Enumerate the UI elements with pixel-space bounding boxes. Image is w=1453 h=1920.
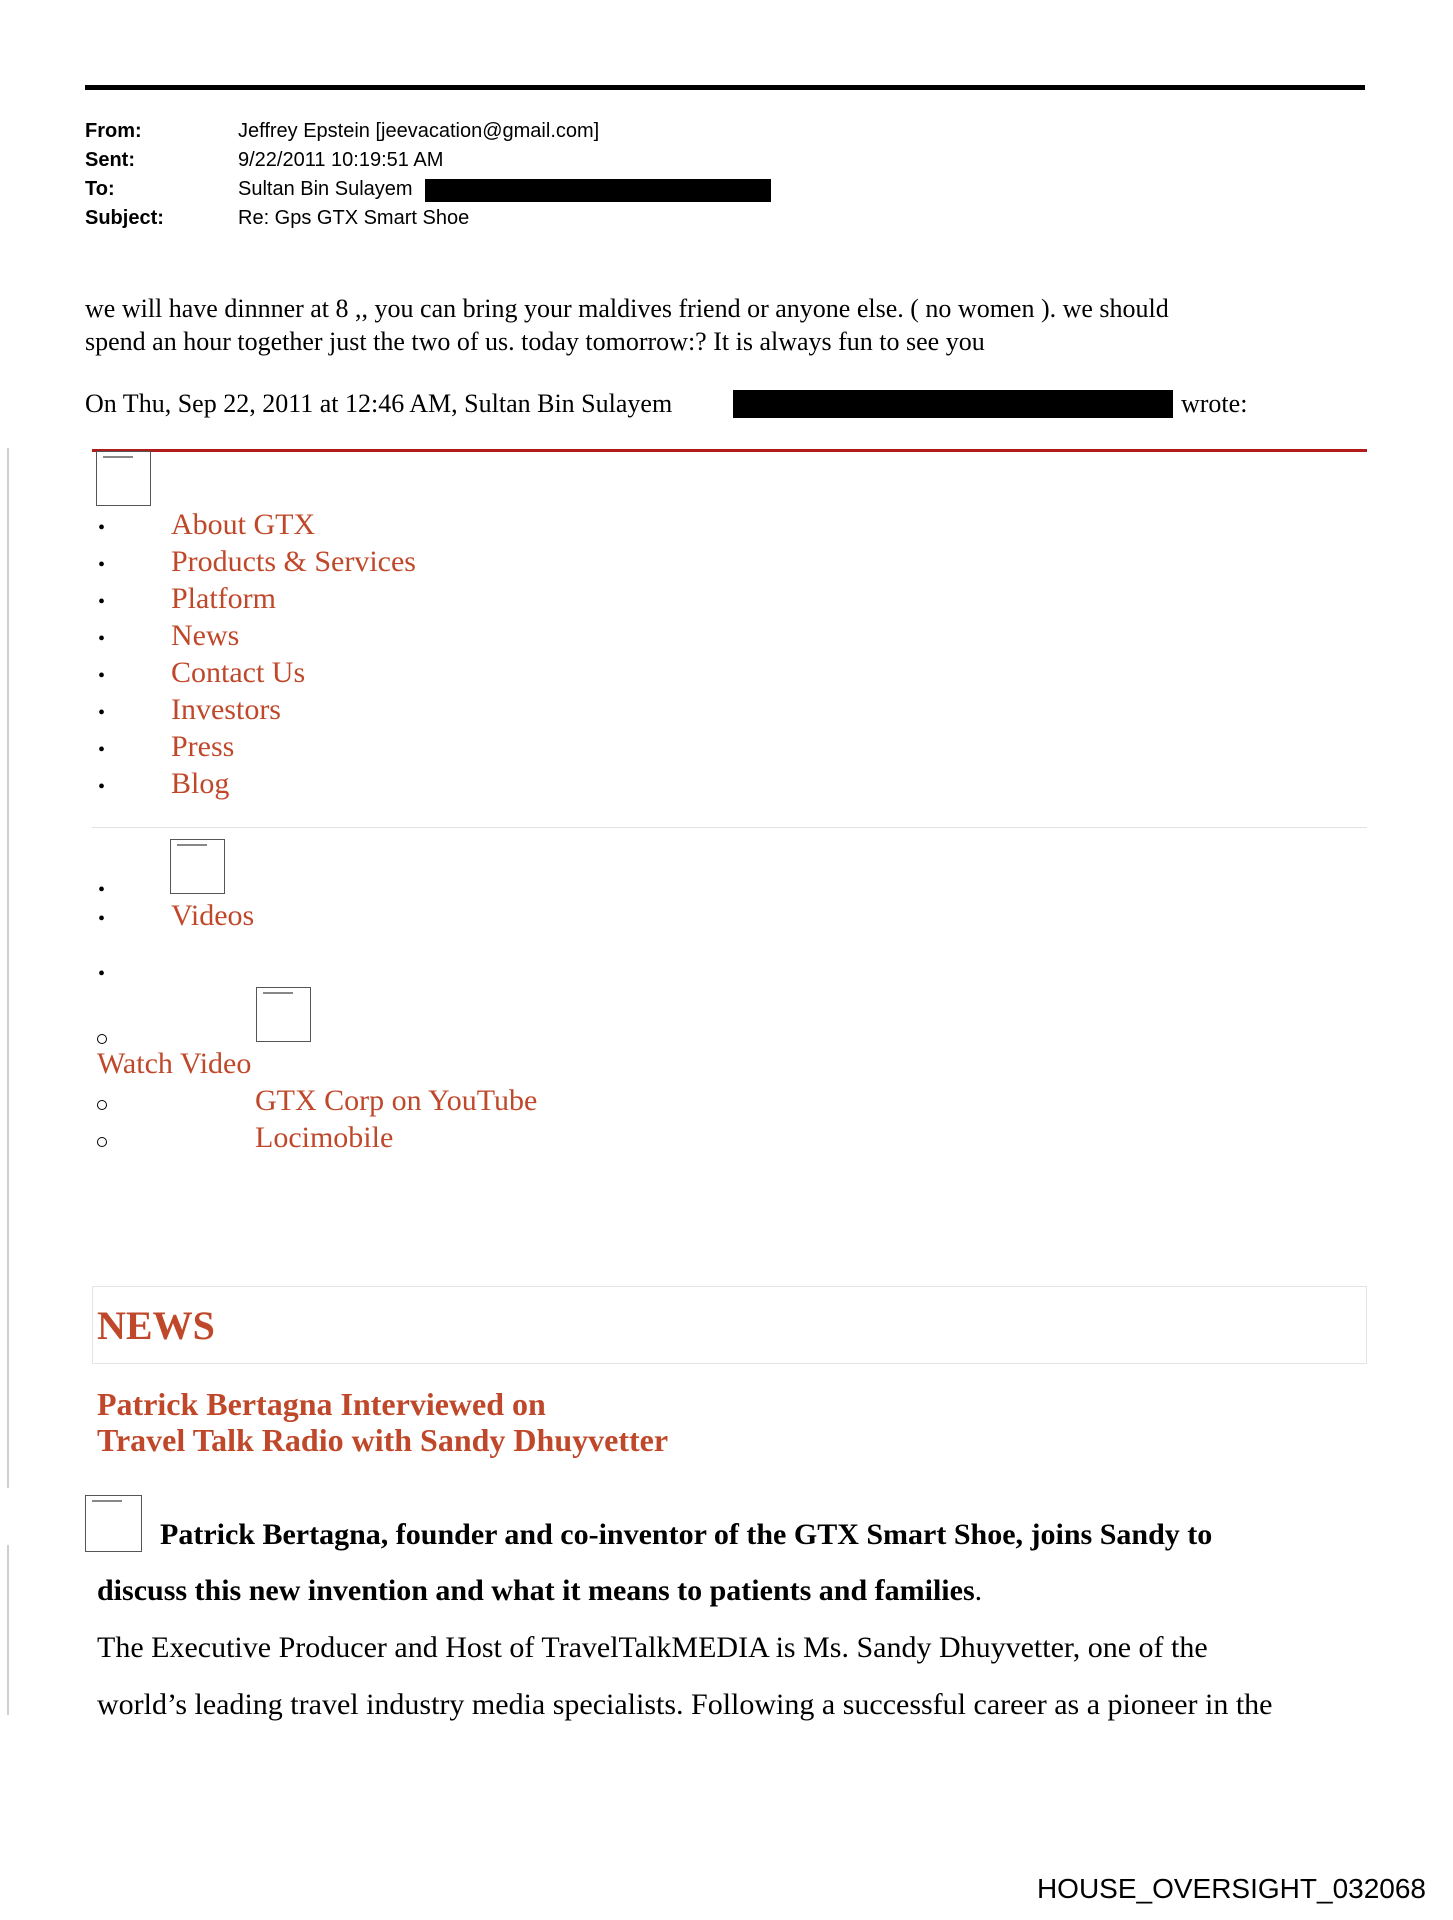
- subject-label: Subject:: [85, 207, 164, 229]
- bullet-icon: •: [98, 879, 106, 901]
- paragraph-line-1: The Executive Producer and Host of TravelTalkMEDIA is Ms. Sandy Dhuyvetter, one of the: [97, 1631, 1208, 1664]
- sent-value: 9/22/2011 10:19:51 AM: [238, 149, 444, 171]
- nav-blog[interactable]: Blog: [171, 767, 230, 800]
- message-line-2: spend an hour together just the two of us. today tomorrow:? It is always fun to see you: [85, 327, 985, 356]
- youtube-link[interactable]: GTX Corp on YouTube: [255, 1084, 538, 1117]
- quote-bar-lower: [7, 1545, 9, 1715]
- to-label: To:: [85, 178, 115, 200]
- bullet-icon: •: [98, 776, 106, 798]
- article-image-placeholder: [85, 1495, 142, 1552]
- paragraph-line-2: world’s leading travel industry media specialists. Following a successful career as a pioneer in the: [97, 1688, 1273, 1721]
- sent-label: Sent:: [85, 149, 135, 171]
- circle-bullet-icon: [97, 1034, 107, 1044]
- lead-line-1: Patrick Bertagna, founder and co-inventor of the GTX Smart Shoe, joins Sandy to: [160, 1518, 1213, 1551]
- subject-value: Re: Gps GTX Smart Shoe: [238, 207, 470, 229]
- thumbnail-image-placeholder: [170, 839, 225, 894]
- header-red-rule: [92, 449, 1367, 452]
- news-section-title: NEWS: [97, 1303, 215, 1348]
- bullet-icon: •: [98, 908, 106, 930]
- watch-video-link[interactable]: Watch Video: [97, 1047, 252, 1080]
- nav-videos[interactable]: Videos: [171, 899, 255, 932]
- message-line-1: we will have dinnner at 8 ,, you can bring your maldives friend or anyone else. ( no women ). we should: [85, 294, 1169, 323]
- bullet-icon: •: [98, 702, 106, 724]
- video-thumbnail-placeholder: [256, 987, 311, 1042]
- logo-image-placeholder: [96, 451, 151, 506]
- headline-line-1[interactable]: Patrick Bertagna Interviewed on: [97, 1386, 546, 1422]
- nav-press[interactable]: Press: [171, 730, 235, 763]
- redaction-sender-email: [733, 390, 1173, 418]
- quote-bar: [7, 448, 9, 1488]
- circle-bullet-icon: [97, 1137, 107, 1147]
- bullet-icon: •: [98, 628, 106, 650]
- headline-line-2[interactable]: Travel Talk Radio with Sandy Dhuyvetter: [97, 1422, 669, 1458]
- nav-platform[interactable]: Platform: [171, 582, 276, 615]
- to-value: Sultan Bin Sulayem: [238, 178, 413, 200]
- nav-investors[interactable]: Investors: [171, 693, 281, 726]
- top-rule: [85, 85, 1365, 90]
- lead-line-2: discuss this new invention and what it means to patients and families.: [97, 1574, 983, 1607]
- bullet-icon: •: [98, 963, 106, 985]
- redaction-to-email: [425, 179, 771, 202]
- bullet-icon: •: [98, 517, 106, 539]
- locimobile-link[interactable]: Locimobile: [255, 1121, 394, 1154]
- quote-wrote: wrote:: [1181, 389, 1248, 418]
- bullet-icon: •: [98, 591, 106, 613]
- quote-intro: On Thu, Sep 22, 2011 at 12:46 AM, Sultan Bin Sulayem: [85, 389, 673, 418]
- news-section-box: [92, 1286, 1367, 1364]
- nav-products-services[interactable]: Products & Services: [171, 545, 416, 578]
- bullet-icon: •: [98, 554, 106, 576]
- bullet-icon: •: [98, 665, 106, 687]
- bates-number: HOUSE_OVERSIGHT_032068: [1036, 1873, 1426, 1904]
- from-label: From:: [85, 120, 142, 142]
- nav-divider: [92, 827, 1367, 828]
- nav-about-gtx[interactable]: About GTX: [171, 508, 316, 541]
- circle-bullet-icon: [97, 1100, 107, 1110]
- nav-news[interactable]: News: [171, 619, 240, 652]
- from-value: Jeffrey Epstein [jeevacation@gmail.com]: [238, 120, 600, 142]
- nav-contact-us[interactable]: Contact Us: [171, 656, 306, 689]
- bullet-icon: •: [98, 739, 106, 761]
